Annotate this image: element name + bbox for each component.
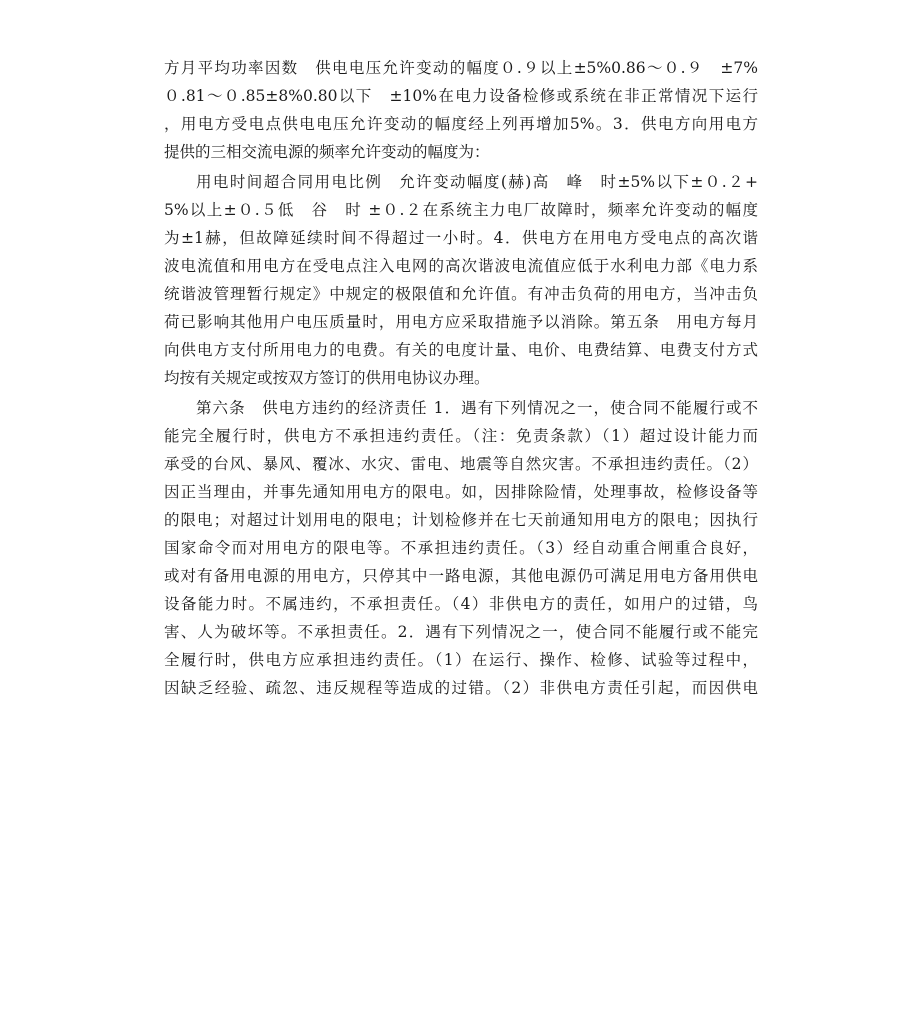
- text-line: 因正当理由，并事先通知用电方的限电。如，因排除险情，处理事故，检修设备等: [164, 483, 758, 501]
- text-line: 设备能力时。不属违约，不承担责任。（4）非供电方的责任，如用户的过错，鸟: [164, 595, 758, 613]
- text-line: 统谐波管理暂行规定》中规定的极限值和允许值。有冲击负荷的用电方，当冲击负: [164, 285, 758, 303]
- paragraph-power-factor: [164, 54, 758, 166]
- paragraph-frequency: [164, 168, 758, 392]
- text-line: 承受的台风、暴风、覆冰、水灾、雷电、地震等自然灾害。不承担违约责任。（2）: [164, 455, 758, 473]
- text-line: 波电流值和用电方在受电点注入电网的高次谐波电流值应低于水利电力部《电力系: [164, 257, 758, 275]
- text-line: 均按有关规定或按双方签订的供用电协议办理。: [164, 369, 490, 387]
- text-line: 因缺乏经验、疏忽、违反规程等造成的过错。（2）非供电方责任引起，而因供电: [164, 679, 758, 697]
- text-line: ０.81～０.85±8%0.80以下 ±10%在电力设备检修或系统在非正常情况下运行: [164, 87, 758, 105]
- text-line: 的限电；对超过计划用电的限电；计划检修并在七天前通知用电方的限电；因执行: [164, 511, 758, 529]
- text-line: 向供电方支付所用电力的电费。有关的电度计量、电价、电费结算、电费支付方式: [164, 341, 758, 359]
- text-line: 第六条 供电方违约的经济责任 1．遇有下列情况之一，使合同不能履行或不: [196, 399, 758, 417]
- text-line: 或对有备用电源的用电方，只停其中一路电源，其他电源仍可满足用电方备用供电: [164, 567, 758, 585]
- text-line: 害、人为破坏等。不承担责任。2．遇有下列情况之一，使合同不能履行或不能完: [164, 623, 758, 641]
- text-line: 方月平均功率因数 供电电压允许变动的幅度０.９以上±5%0.86～０.９ ±7%: [164, 59, 758, 77]
- text-line: ，用电方受电点供电电压允许变动的幅度经上列再增加5%。3．供电方向用电方: [164, 115, 758, 133]
- text-line: 提供的三相交流电源的频率允许变动的幅度为：: [164, 143, 490, 161]
- text-line: 能完全履行时，供电方不承担违约责任。（注：免责条款）（1）超过设计能力而: [164, 427, 758, 445]
- document-body: [164, 54, 758, 702]
- text-line: 国家命令而对用电方的限电等。不承担违约责任。（3）经自动重合闸重合良好，: [164, 539, 758, 557]
- text-line: 5%以上±０.５低 谷 时 ±０.２在系统主力电厂故障时，频率允许变动的幅度: [164, 201, 758, 219]
- paragraph-article-six: [164, 394, 758, 702]
- text-line: 用电时间超合同用电比例 允许变动幅度(赫)高 峰 时±5%以下±０.２+: [196, 173, 758, 191]
- text-line: 全履行时，供电方应承担违约责任。（1）在运行、操作、检修、试验等过程中，: [164, 651, 758, 669]
- text-line: 为±1赫，但故障延续时间不得超过一小时。4．供电方在用电方受电点的高次谐: [164, 229, 758, 247]
- text-line: 荷已影响其他用户电压质量时，用电方应采取措施予以消除。第五条 用电方每月: [164, 313, 758, 331]
